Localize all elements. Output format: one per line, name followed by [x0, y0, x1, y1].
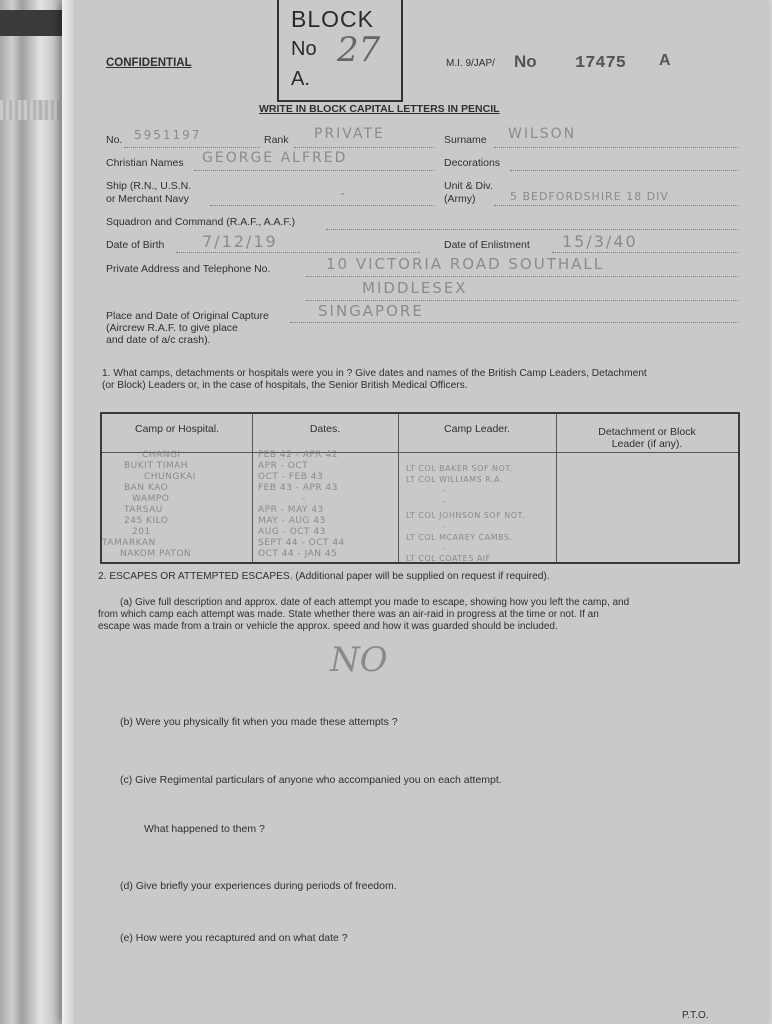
unit-value: 5 BEDFORDSHIRE 18 DIV — [510, 190, 669, 203]
table-cell-camp: CHUNGKAI — [144, 472, 196, 482]
table-cell-camp: WAMPO — [132, 494, 170, 504]
capture-label-3: and date of a/c crash). — [106, 334, 211, 346]
table-cell-dates: AUG - OCT 43 — [258, 527, 326, 537]
confidential-label: CONFIDENTIAL — [106, 57, 192, 69]
capture-dots — [290, 322, 738, 323]
table-cell-dates: OCT 44 - JAN 45 — [258, 549, 338, 559]
table-cell-dates: APR - MAY 43 — [258, 505, 324, 515]
table-cell-dates: SEPT 44 - OCT 44 — [258, 538, 345, 548]
unit-dots — [494, 205, 738, 206]
unit-label-2: (Army) — [444, 193, 476, 205]
table-cell-camp: TAMARKAN — [102, 538, 156, 548]
no-label-header: No — [514, 52, 537, 71]
pencil-instruction: WRITE IN BLOCK CAPITAL LETTERS IN PENCIL — [259, 103, 500, 115]
q2-a-line-3: escape was made from a train or vehicle the approx. speed and how it was guarded should be included. — [98, 621, 558, 632]
address-label: Private Address and Telephone No. — [106, 263, 271, 275]
table-cell-dates: OCT - FEB 43 — [258, 472, 324, 482]
table-cell-leader: LT COL MCAREY CAMBS. — [406, 533, 513, 542]
q2-c: (c) Give Regimental particulars of anyone who accompanied you on each attempt. — [120, 774, 502, 786]
table-cell-camp: TARSAU — [124, 505, 163, 515]
table-cell-dates: MAY - AUG 43 — [258, 516, 326, 526]
dob-label: Date of Birth — [106, 239, 165, 251]
table-cell-leader: LT COL WILLIAMS R.A. — [406, 475, 503, 484]
header-leader: Camp Leader. — [444, 423, 510, 435]
stamp-line-2: No — [291, 38, 317, 60]
binder-string — [0, 100, 60, 120]
table-col-divider — [556, 414, 557, 562]
table-cell-leader: LT COL COATES AIF — [406, 554, 491, 563]
capture-label-1: Place and Date of Original Capture — [106, 310, 269, 322]
table-cell-camp: BAN KAO — [124, 483, 169, 493]
ship-label-1: Ship (R.N., U.S.N. — [106, 180, 192, 192]
squadron-dots — [326, 229, 738, 230]
capture-value: SINGAPORE — [318, 302, 424, 320]
mi-reference: M.I. 9/JAP/ — [446, 58, 495, 69]
christian-dots — [194, 170, 434, 171]
ship-value: - — [340, 186, 348, 202]
paper-edge — [62, 0, 74, 1024]
table-cell-dates: - — [302, 494, 306, 504]
stamp-line-3: A. — [291, 68, 310, 90]
address-dots-2 — [306, 300, 738, 301]
q2-title: 2. ESCAPES OR ATTEMPTED ESCAPES. (Additional paper will be supplied on request if required). — [98, 571, 550, 582]
enlist-value: 15/3/40 — [562, 232, 638, 251]
table-cell-leader: - — [442, 522, 446, 531]
stamp-number: 27 — [337, 30, 381, 70]
header-detachment: Detachment or Block Leader (if any). — [598, 426, 696, 450]
table-cell-dates: APR - OCT — [258, 461, 309, 471]
squadron-label: Squadron and Command (R.A.F., A.A.F.) — [106, 216, 296, 228]
table-cell-camp: CHANGI — [142, 450, 181, 460]
table-col-divider — [252, 414, 253, 562]
rank-value: PRIVATE — [314, 126, 385, 142]
q2-b: (b) Were you physically fit when you made these attempts ? — [120, 716, 398, 728]
table-cell-leader: LT COL BAKER SOF NOT. — [406, 464, 513, 473]
q2-a-line-1: (a) Give full description and approx. date of each attempt you made to escape, showing how you left the camp, and — [120, 597, 630, 608]
decorations-label: Decorations — [444, 157, 501, 169]
q1-text-1: 1. What camps, detachments or hospitals were you in ? Give dates and names of the British Camp Leaders, Detachment — [102, 368, 647, 379]
handwritten-answer: NO — [330, 640, 388, 680]
christian-label: Christian Names — [106, 157, 184, 169]
q2-d: (d) Give briefly your experiences during periods of freedom. — [120, 880, 397, 892]
table-cell-camp: 201 — [132, 527, 151, 537]
table-header-divider — [102, 452, 738, 453]
camps-table — [100, 412, 740, 564]
form-page — [62, 0, 768, 1024]
table-cell-leader: - — [442, 544, 446, 553]
christian-value: GEORGE ALFRED — [202, 150, 348, 166]
enlist-label: Date of Enlistment — [444, 239, 530, 251]
header-camp: Camp or Hospital. — [134, 423, 220, 435]
table-cell-dates: FEB 42 - APR 42 — [258, 450, 338, 460]
capture-label-2: (Aircrew R.A.F. to give place — [106, 322, 238, 334]
rank-dots — [294, 147, 434, 148]
form-suffix: A — [659, 52, 671, 69]
rank-label: Rank — [264, 134, 289, 146]
table-cell-leader: - — [442, 497, 446, 506]
table-cell-camp: BUKIT TIMAH — [124, 461, 189, 471]
block-stamp — [277, 0, 403, 102]
surname-label: Surname — [444, 134, 487, 146]
table-cell-dates: FEB 43 - APR 43 — [258, 483, 338, 493]
table-cell-camp: NAKOM PATON — [120, 549, 192, 559]
table-col-divider — [398, 414, 399, 562]
dob-dots — [176, 252, 420, 253]
no-dots — [124, 147, 260, 148]
q2-a-line-2: from which camp each attempt was made. State whether there was an air-raid in progress at the time or not. If an — [98, 609, 599, 620]
no-value: 5951197 — [134, 128, 202, 142]
address-value-1: 10 VICTORIA ROAD SOUTHALL — [326, 255, 605, 273]
header-dates: Dates. — [309, 423, 341, 435]
ship-dots — [210, 205, 434, 206]
q2-e: (e) How were you recaptured and on what date ? — [120, 932, 348, 944]
surname-dots — [494, 147, 738, 148]
q2-c2: What happened to them ? — [144, 823, 265, 835]
surname-value: WILSON — [508, 126, 577, 142]
dob-value: 7/12/19 — [202, 232, 278, 251]
form-number: 17475 — [575, 54, 627, 73]
pto-label: P.T.O. — [682, 1010, 709, 1021]
table-cell-camp: 245 KILO — [124, 516, 169, 526]
table-cell-leader: LT COL JOHNSON SOF NOT. — [406, 511, 526, 520]
ship-label-2: or Merchant Navy — [106, 193, 189, 205]
enlist-dots — [552, 252, 738, 253]
decorations-dots — [510, 170, 738, 171]
address-dots-1 — [306, 276, 738, 277]
stamp-line-1: BLOCK — [291, 6, 374, 32]
address-value-2: MIDDLESEX — [362, 279, 468, 297]
table-cell-leader: - — [442, 486, 446, 495]
q1-text-2: (or Block) Leaders or, in the case of hospitals, the Senior British Medical Officers. — [102, 380, 468, 391]
unit-label-1: Unit & Div. — [444, 180, 493, 192]
no-label: No. — [106, 134, 123, 146]
